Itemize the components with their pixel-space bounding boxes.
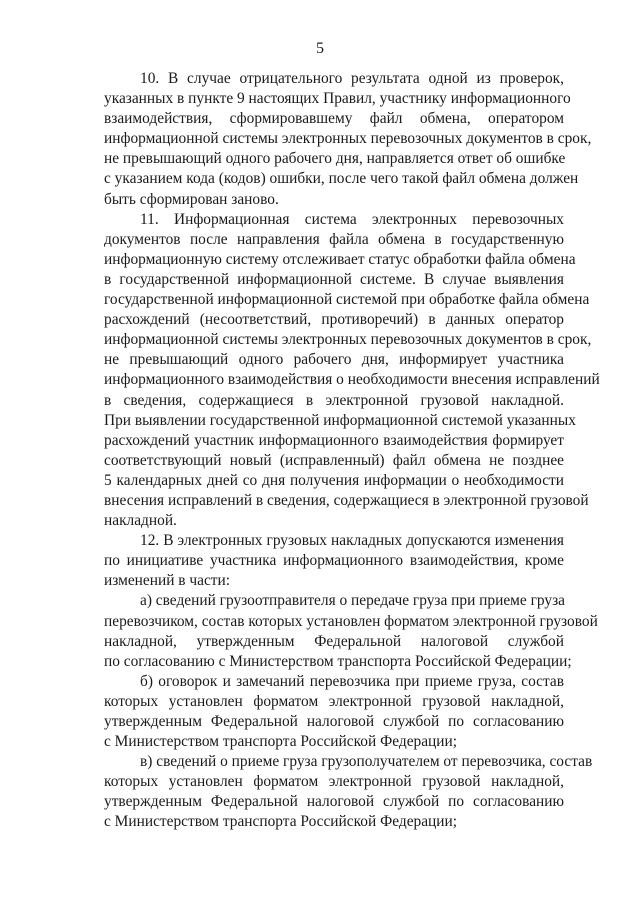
text-line: изменений в части: xyxy=(104,572,231,590)
text-line: государственной информационной системой при обработке файла обмена xyxy=(104,291,590,309)
text-line: 5 календарных дней со дня получения информации о необходимости xyxy=(104,471,564,489)
text-line: информационного взаимодействия о необходимости внесения исправлений xyxy=(104,371,600,389)
text-line: накладной. xyxy=(104,512,177,530)
text-line: быть сформирован заново. xyxy=(104,190,279,208)
text-line: утвержденным Федеральной налоговой службой по согласованию xyxy=(104,793,564,811)
text-line: расхождений участник информационного взаимодействия формирует xyxy=(104,431,564,449)
text-line: с Министерством транспорта Российской Федерации; xyxy=(104,733,458,751)
text-line: соответствующий новый (исправленный) файл обмена не позднее xyxy=(104,451,564,469)
text-line: которых установлен форматом электронной грузовой накладной, xyxy=(104,692,564,710)
text-line: не превышающий одного рабочего дня, направляется ответ об ошибке xyxy=(104,150,566,168)
page-number: 5 xyxy=(316,40,324,57)
text-line: 12. В электронных грузовых накладных допускаются изменения xyxy=(140,532,564,550)
text-line: не превышающий одного рабочего дня, информирует участника xyxy=(104,351,564,369)
text-line: информационную систему отслеживает статус обработки файла обмена xyxy=(104,250,576,268)
paragraph-10 xyxy=(104,69,592,210)
text-line: 11. Информационная система электронных перевозочных xyxy=(140,210,564,228)
text-line: 10. В случае отрицательного результата одной из проверок, xyxy=(140,70,564,87)
text-line: по согласованию с Министерством транспорта Российской Федерации; xyxy=(104,652,572,670)
text-line: внесения исправлений в сведения, содержащиеся в электронной грузовой xyxy=(104,491,589,509)
paragraph-12-a xyxy=(104,591,598,671)
text-line: указанных в пункте 9 настоящих Правил, участнику информационного xyxy=(104,90,571,108)
paragraph-12-b xyxy=(104,672,564,752)
text-line: в государственной информационной системе. В случае выявления xyxy=(104,270,564,288)
text-line: перевозчиком, состав которых установлен форматом электронной грузовой xyxy=(104,612,598,630)
text-line: б) оговорок и замечаний перевозчика при приеме груза, состав xyxy=(140,672,564,690)
text-line: информационной системы электронных перевозочных документов в срок, xyxy=(104,130,592,148)
text-line: в сведения, содержащиеся в электронной грузовой накладной. xyxy=(104,391,564,409)
text-line: информационной системы электронных перевозочных документов в срок, xyxy=(104,331,592,349)
text-line: утвержденным Федеральной налоговой службой по согласованию xyxy=(104,713,564,730)
text-line: по инициативе участника информационного взаимодействия, кроме xyxy=(104,552,564,570)
text-line: документов после направления файла обмена в государственную xyxy=(104,230,564,248)
document-body xyxy=(104,69,600,833)
text-line: расхождений (несоответствий, противоречий) в данных оператор xyxy=(104,311,564,329)
paragraph-11 xyxy=(104,210,600,532)
text-line: с Министерством транспорта Российской Федерации; xyxy=(104,813,458,831)
text-line: в) сведений о приеме груза грузополучателем от перевозчика, состав xyxy=(140,753,593,771)
text-line: которых установлен форматом электронной грузовой накладной, xyxy=(104,773,564,791)
text-line: При выявлении государственной информационной системой указанных xyxy=(104,411,576,429)
text-line: а) сведений грузоотправителя о передаче груза при приеме груза xyxy=(140,592,565,610)
paragraph-12-c xyxy=(104,752,593,832)
text-line: с указанием кода (кодов) ошибки, после чего такой файл обмена должен xyxy=(104,170,579,188)
text-line: взаимодействия, сформировавшему файл обмена, оператором xyxy=(104,110,564,128)
paragraph-12 xyxy=(104,531,564,591)
text-line: накладной, утвержденным Федеральной налоговой службой xyxy=(104,632,564,650)
